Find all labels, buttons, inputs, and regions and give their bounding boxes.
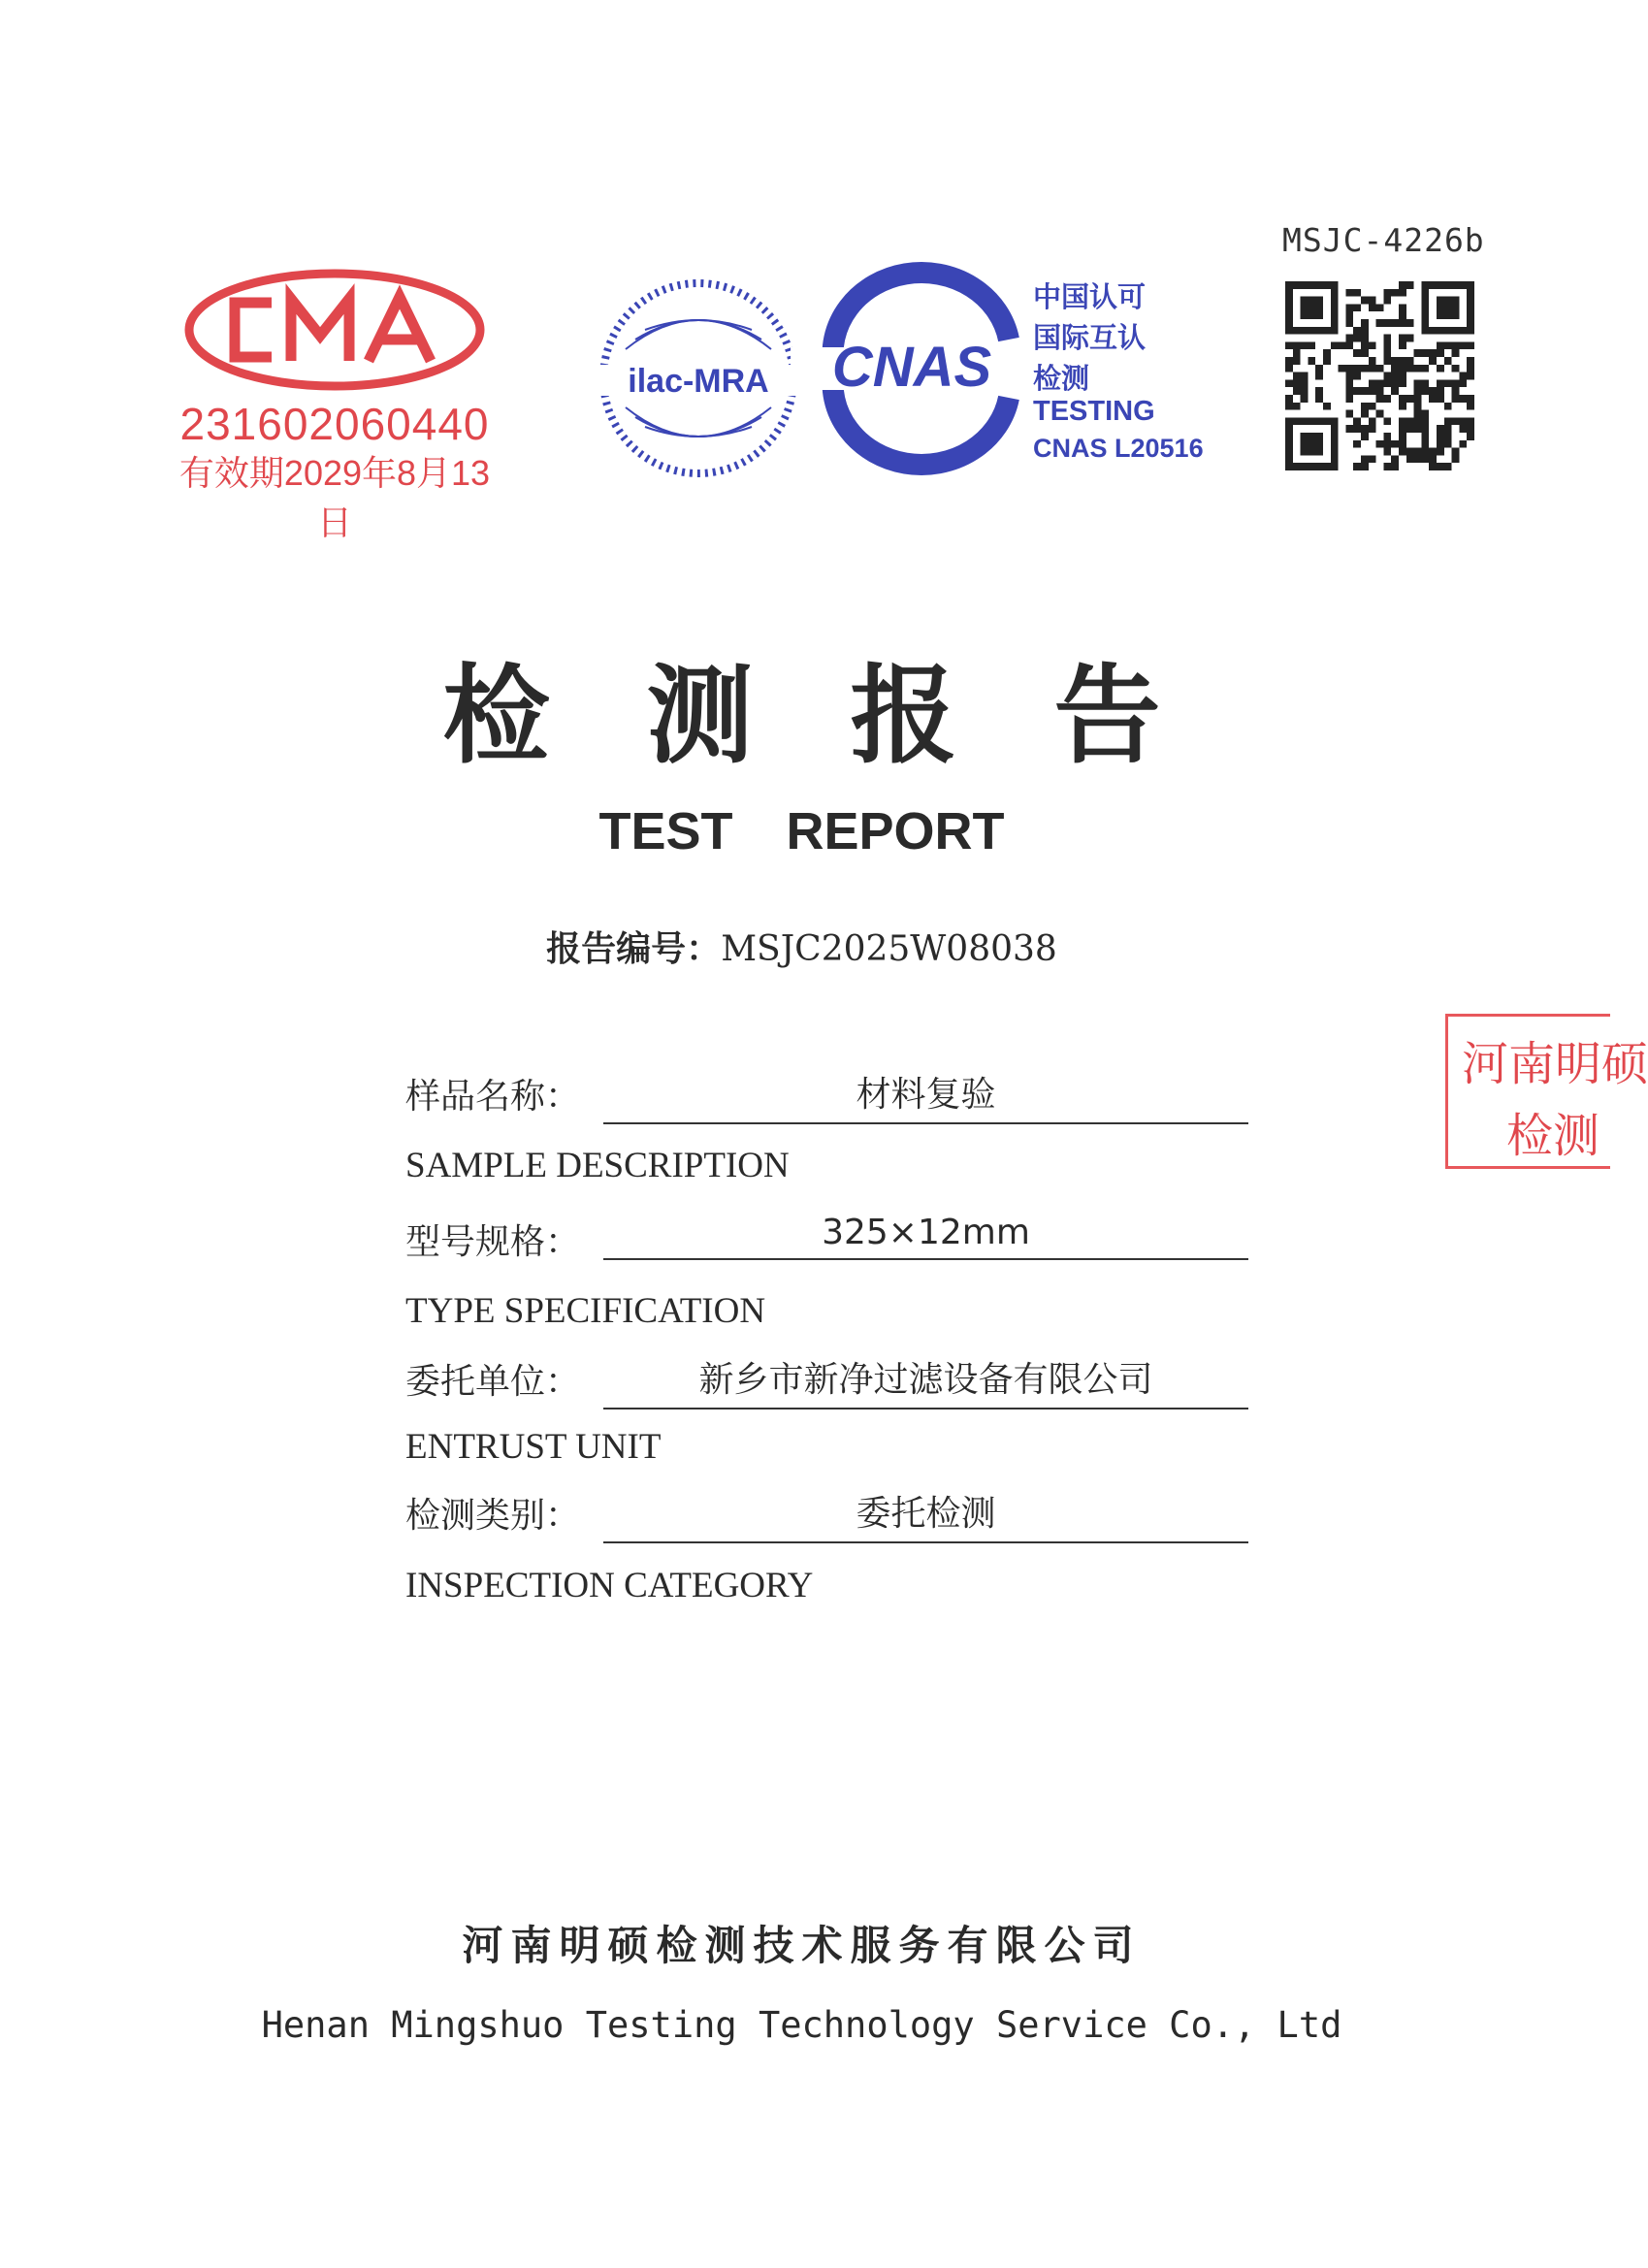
cnas-text-line-5: CNAS L20516 [1033, 434, 1204, 463]
cnas-logo-icon [791, 281, 1038, 456]
entrust-unit-label: 委托单位： [405, 1362, 581, 1402]
company-stamp [1445, 1014, 1648, 1169]
entrust-unit-value: 新乡市新净过滤设备有限公司 [603, 1352, 1248, 1409]
type-specification-label: TYPE SPECIFICATION [405, 1291, 766, 1331]
report-number-value: MSJC2025W08038 [721, 929, 1057, 969]
cnas-text-line-2: 国际互认 [1033, 321, 1147, 354]
report-number [0, 922, 1603, 971]
entrust-unit-en-label: ENTRUST UNIT [405, 1427, 662, 1467]
document-code: MSJC-4226b [1282, 221, 1485, 259]
sample-name-label: 样品名称： [405, 1077, 581, 1117]
stamp-line-2: 检测 [1506, 1109, 1600, 1163]
svg-text:CNAS: CNAS [831, 336, 992, 399]
report-number-label: 报告编号： [546, 929, 722, 969]
company-name-en: Henan Mingshuo Testing Technology Service Co., Ltd [261, 2004, 1342, 2046]
cnas-text-line-1: 中国认可 [1033, 280, 1147, 313]
svg-text:ilac-MRA: ilac-MRA [628, 363, 769, 400]
report-title-en: TEST REPORT [598, 802, 1005, 860]
sample-description-label: SAMPLE DESCRIPTION [405, 1146, 790, 1185]
type-spec-label: 型号规格： [405, 1222, 581, 1262]
stamp-line-1: 河南明硕 [1462, 1037, 1648, 1091]
company-name-zh: 河南明硕检测技术服务有限公司 [462, 1922, 1142, 1969]
cma-validity: 有效期2029年8月13日 [178, 453, 491, 542]
inspection-type-value: 委托检测 [603, 1486, 1248, 1543]
qr-code-icon [1285, 281, 1474, 470]
inspection-category-label: INSPECTION CATEGORY [405, 1566, 814, 1605]
inspection-type-label: 检测类别： [405, 1496, 581, 1536]
report-title-zh: 检测报告 [442, 654, 1258, 778]
cma-number: 231602060440 [179, 399, 490, 449]
type-spec-value: 325×12mm [603, 1213, 1248, 1260]
cnas-text-line-3: 检测 [1033, 362, 1090, 395]
sample-name-value: 材料复验 [603, 1067, 1248, 1124]
cnas-text-line-4: TESTING [1033, 396, 1155, 427]
ilac-mra-logo-icon [597, 272, 800, 485]
